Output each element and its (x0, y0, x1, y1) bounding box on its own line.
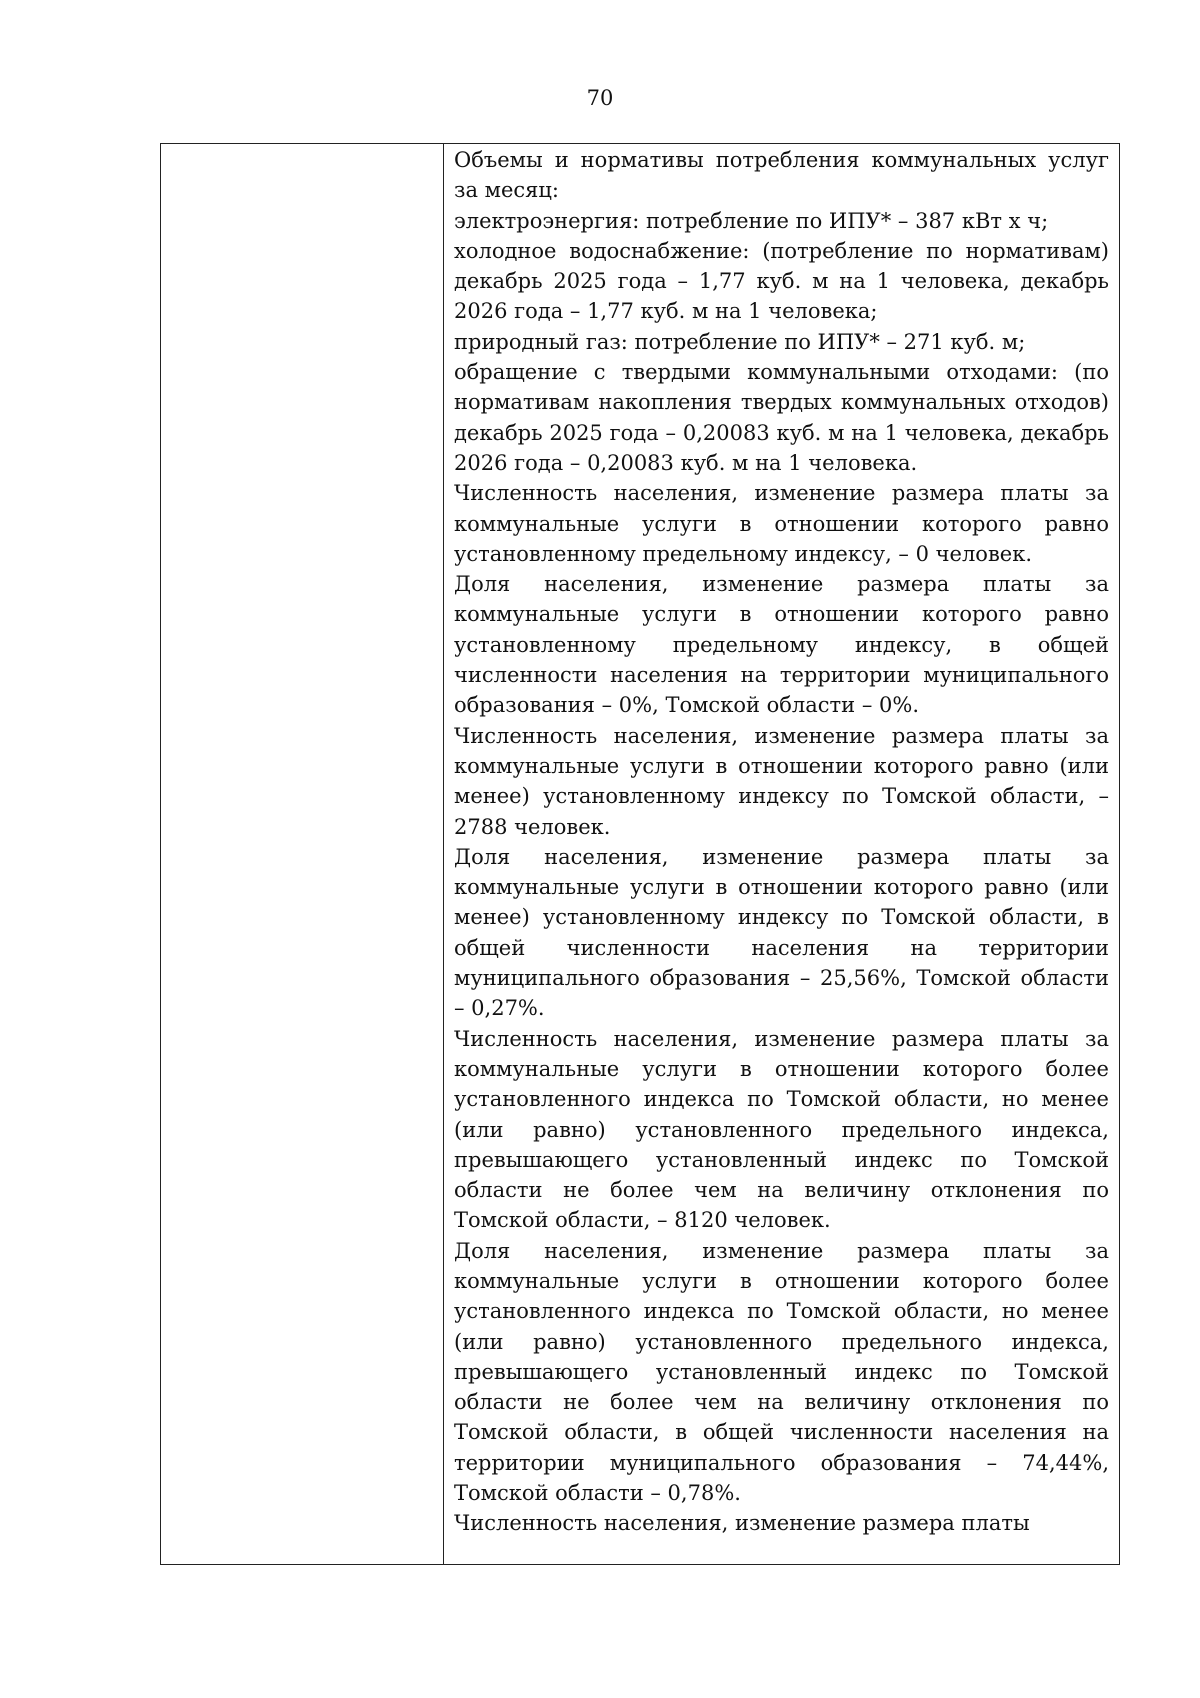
table-left-cell (161, 144, 444, 1564)
paragraph-population-regional-index: Численность населения, изменение размера платы за коммунальные услуги в отношении которого равно (или менее) установленному индексу по Томской области, – 2788 человек. (454, 723, 1109, 839)
paragraph-population-limit-index: Численность населения, изменение размера платы за коммунальные услуги в отношении которого равно установленному предельному индексу, – 0 человек. (454, 481, 1109, 566)
paragraph-population-continued: Численность населения, изменение размера платы (454, 1511, 1030, 1536)
paragraph-share-above-index: Доля населения, изменение размера платы за коммунальные услуги в отношении которого более установленного индекса по Томской области, но менее (или равно) установленного предельного индекса, превышающего установленный индекс по Томской области не более чем на величину отклонения по Томской области, в общей численности населения на территории муниципального образования – 74,44%, Томской области – 0,78%. (454, 1238, 1109, 1506)
paragraph-cold-water: холодное водоснабжение: (потребление по нормативам) декабрь 2025 года – 1,77 куб. м на 1 человека, декабрь 2026 года – 1,77 куб. м на 1 человека; (454, 238, 1109, 324)
paragraph-share-limit-index: Доля населения, изменение размера платы за коммунальные услуги в отношении которого равно установленному предельному индексу, в общей численности населения на территории муниципального образования – 0%, Томской области – 0%. (454, 572, 1109, 718)
paragraph-solid-waste: обращение с твердыми коммунальными отходами: (по нормативам накопления твердых коммунальных отходов) декабрь 2025 года – 0,20083 куб. м на 1 человека, декабрь 2026 года – 0,20083 куб. м на 1 человека. (454, 360, 1109, 475)
paragraph-share-regional-index: Доля населения, изменение размера платы за коммунальные услуги в отношении которого равно (или менее) установленному индексу по Томской области, в общей численности населения на территории муниципального образования – 25,56%, Томской области – 0,27%. (454, 844, 1109, 1021)
paragraph-natural-gas: природный газ: потребление по ИПУ* – 271 куб. м; (454, 329, 1026, 354)
document-table (160, 143, 1120, 1565)
page-number: 70 (586, 86, 614, 110)
paragraph-population-above-index: Численность населения, изменение размера платы за коммунальные услуги в отношении которого более установленного индекса по Томской области, но менее (или равно) установленного предельного индекса, превышающего установленный индекс по Томской области не более чем на величину отклонения по Томской области, – 8120 человек. (454, 1026, 1109, 1233)
table-right-cell (444, 144, 1119, 1564)
paragraph-utility-volumes-heading: Объемы и нормативы потребления коммунальных услуг за месяц: (454, 148, 1109, 203)
paragraph-electricity: электроэнергия: потребление по ИПУ* – 387 кВт х ч; (454, 208, 1049, 233)
